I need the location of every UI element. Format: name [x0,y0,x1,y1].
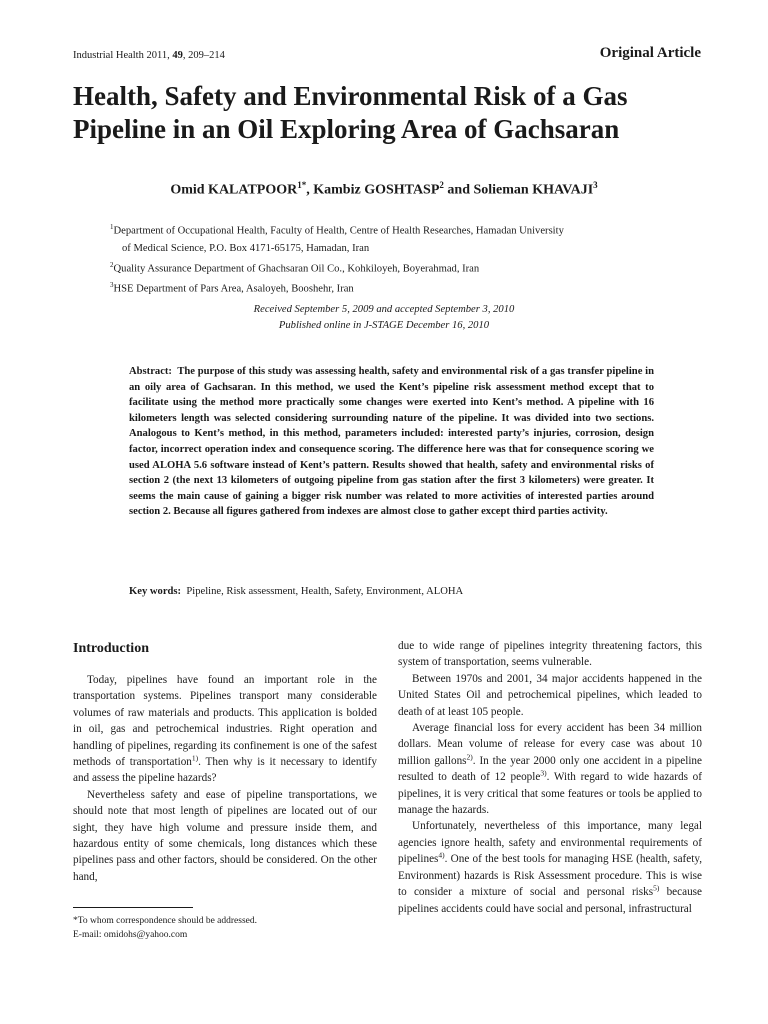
affiliation-2-marker: 2 [110,260,114,269]
citation-ref[interactable]: 5) [653,883,660,893]
keywords-label: Key words: [129,586,182,597]
paragraph-text: Average financial loss for every accident has been 34 million dollars. Mean volume of release for every case was about 10 million gallons [398,722,702,767]
email-note: E-mail: omidohs@yahoo.com [73,930,188,940]
affiliation-1 [110,219,685,240]
body-column-left [73,640,377,885]
journal-citation [73,50,225,61]
paragraph: Between 1970s and 2001, 34 major accidents happened in the United States Oil and petrochemical pipelines, which leaded to death of at least 105 people. [398,672,702,718]
received-line: Received September 5, 2009 and accepted September 3, 2010 [253,304,515,315]
affiliation-3-marker: 3 [110,281,114,290]
journal-pages: , 209–214 [182,50,225,61]
affiliation-3-text: HSE Department of Pars Area, Asaloyeh, Booshehr, Iran [113,283,354,295]
affiliation-2-text: Quality Assurance Department of Ghachsaran Oil Co., Kohkiloyeh, Boyerahmad, Iran [113,263,480,275]
abstract [129,364,654,520]
paragraph-text: Today, pipelines have found an important role in the transportation systems. Pipelines transport many considerable volumes of raw materials and products. This application is bolded in oil, gas and petrochemical industries. Right operation and handling of pipelines, regarding its confinement is one of the safest methods of transportation [73,674,377,769]
paragraph-text: Unfortunately, nevertheless of this importance, many legal agencies ignore health, safety and environmental requirements of pipelines [398,820,702,866]
author-3: and Solieman KHAVAJI [443,182,594,198]
author-3-marker: 3 [593,180,598,190]
correspondence-note: *To whom correspondence should be addressed. [73,916,258,926]
citation-ref[interactable]: 1) [191,753,199,763]
paragraph-text: . With regard to wide hazards of pipelines, it is very critical that some features or tools be applied to manage the hazards. [398,771,702,817]
abstract-label: Abstract: [129,366,172,377]
citation-ref[interactable]: 3) [540,768,547,778]
title-line-1: Health, Safety and Environmental Risk of a Gas [73,81,628,111]
paragraph-text: . One of the best tools for managing HSE (health, safety, Environment) hazards is Risk Assessment procedure. This is wise to consider a mixture of social and personal risks [398,853,702,899]
body-column-right [398,638,702,917]
title-line-2: Pipeline in an Oil Exploring Area of Gachsaran [73,114,620,144]
abstract-text: The purpose of this study was assessing health, safety and environmental risk of a gas transfer pipeline in an oily area of Gachsaran. In this method, we used the Kent’s pipeline risk assessment method except that to facilitate using the method more practically some changes were exerted into Kent’s method. A pipeline with 16 kilometers length was selected considering surrounding nature of the pipeline. It was divided into two sections. Analogous to Kent’s method, in this method, parameters included: interested party’s injuries, corrosion, design factor, incorrect operation index and consequence scoring. The difference here was that for consequence scoring we used ALOHA 5.6 software instead of Kent’s pattern. Results showed that health, safety and environmental risks of section 2 (the next 13 kilometers of outgoing pipeline from gas station after the first 3 kilometers) were greater. It seems the main cause of gaining a bigger risk number was related to more activities of interested parties around section 2. Because all figures gathered from indexes are almost close to gather except third parties activity. [129,366,654,518]
section-heading-introduction: Introduction [73,641,149,656]
author-list [0,180,768,199]
keywords-text: Pipeline, Risk assessment, Health, Safety, Environment, ALOHA [186,586,464,597]
paragraph: due to wide range of pipelines integrity threatening factors, this system of transportation, seems vulnerable. [398,640,702,669]
author-2-marker: 2 [439,180,444,190]
affiliation-1-marker: 1 [110,223,114,231]
affiliation-2 [110,257,685,278]
paragraph [73,672,377,787]
journal-name: Industrial Health 2011, [73,50,173,61]
author-1-marker: 1* [297,180,307,190]
published-line: Published online in J-STAGE December 16, 2010 [278,320,490,331]
paragraph: Nevertheless safety and ease of pipeline transportations, we should note that most length of pipelines are located out of our sight, they have high volume and pressure inside them, and hazardous entity of some chemicals, long distances which these pipelines pass and other factors, should be considered. On the other hand, [73,788,377,883]
paragraph-text: because pipelines accidents could have social and personal, infrastructural [398,886,702,915]
footnotes [73,914,257,942]
paragraph-text: . Then why is it necessary to identify and assess the pipeline hazards? [73,756,377,785]
citation-ref[interactable]: 4) [438,850,445,860]
footnote-divider [73,907,193,908]
author-1: Omid KALATPOOR [170,182,298,198]
affiliation-1-text: Department of Occupational Health, Faculty of Health, Centre of Health Researches, Hamadan University [113,225,564,237]
affiliation-3 [110,277,685,298]
received-dates [0,302,768,334]
journal-volume: 49 [172,50,183,61]
paper-title [73,80,713,146]
article-type: Original Article [599,45,701,61]
paragraph [398,720,702,818]
keywords [129,586,463,597]
paragraph-text: . In the year 2000 only one accident in a pipeline resulted to death of 12 people [398,754,702,784]
affiliation-1-cont: of Medical Science, P.O. Box 4171-65175, Hamadan, Iran [122,242,370,254]
paragraph [398,818,702,916]
author-2: , Kambiz GOSHTASP [306,182,440,198]
citation-ref[interactable]: 2) [466,752,473,762]
affiliations [110,219,685,298]
